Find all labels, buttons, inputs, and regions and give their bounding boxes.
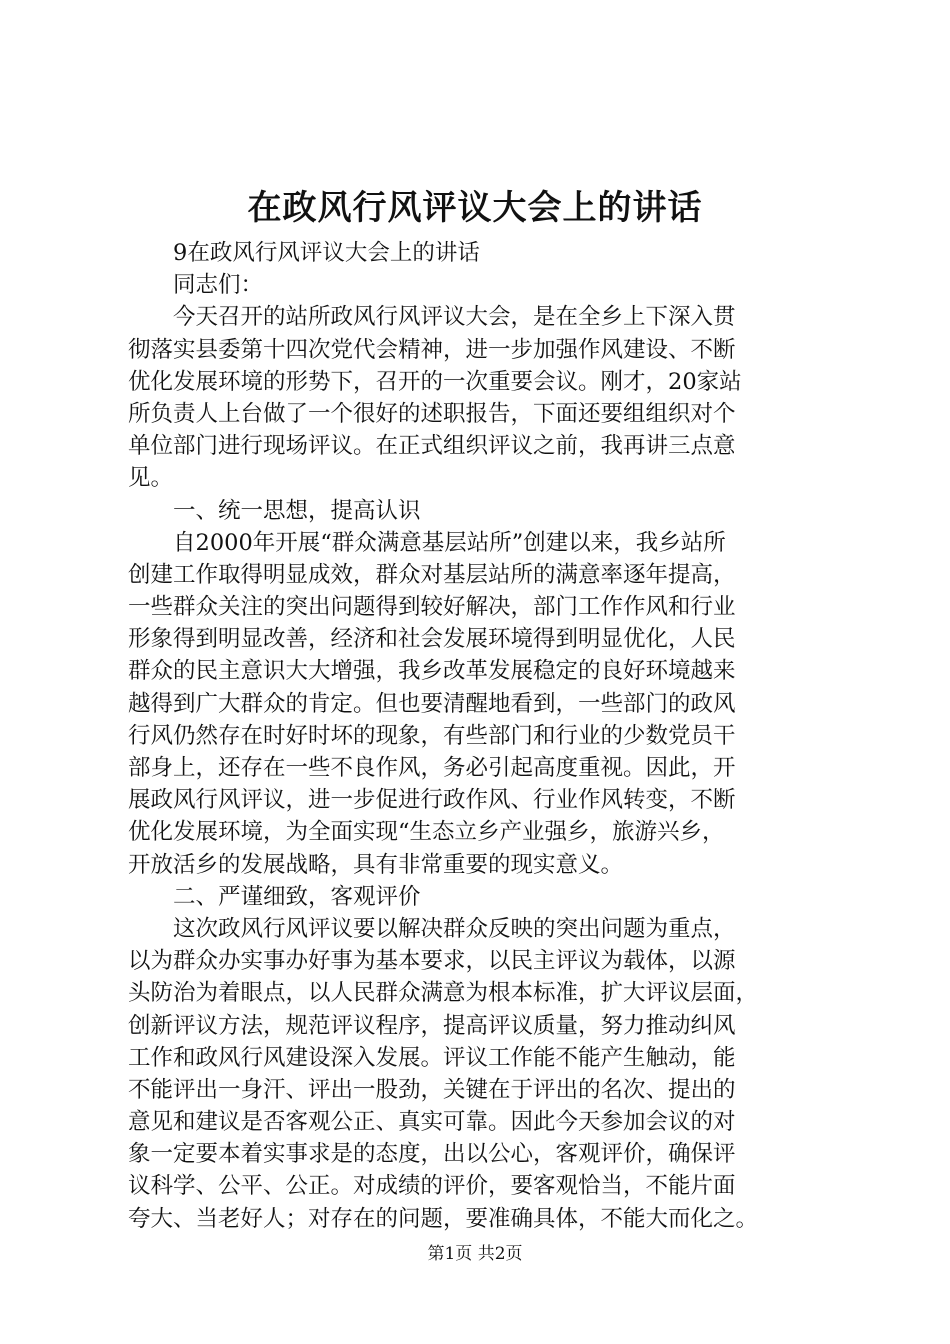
text-line: 9在政风行风评议大会上的讲话	[173, 240, 480, 266]
text-line: 工作和政风行风建设深入发展。评议工作能不能产生触动，能	[128, 1044, 736, 1071]
text-line: 越得到广大群众的肯定。但也要清醒地看到，一些部门的政风	[128, 690, 736, 717]
text-line: 群众的民主意识大大增强，我乡改革发展稳定的良好环境越来	[128, 658, 736, 685]
text-line: 彻落实县委第十四次党代会精神，进一步加强作风建设、不断	[128, 336, 736, 363]
text-line: 二、严谨细致，客观评价	[173, 883, 421, 910]
text-line: 行风仍然存在时好时坏的现象，有些部门和行业的少数党员干	[128, 722, 736, 749]
text-line: 展政风行风评议，进一步促进行政作风、行业作风转变，不断	[128, 787, 736, 814]
text-line: 这次政风行风评议要以解决群众反映的突出问题为重点，	[173, 915, 736, 942]
text-line: 夸大、当老好人；对存在的问题，要准确具体，不能大而化之。	[128, 1205, 759, 1232]
text-line: 见。	[128, 465, 174, 492]
document-body	[128, 237, 832, 1235]
text-line: 部身上，还存在一些不良作风，务必引起高度重视。因此，开	[128, 755, 736, 781]
text-line: 优化发展环境，为全面实现“生态立乡产业强乡，旅游兴乡，	[128, 819, 725, 846]
text-line: 所负责人上台做了一个很好的述职报告，下面还要组组织对个	[128, 400, 736, 427]
text-line: 形象得到明显改善，经济和社会发展环境得到明显优化，人民	[128, 626, 736, 653]
text-line: 同志们：	[173, 272, 264, 299]
text-line: 不能评出一身汗、评出一股劲，关键在于评出的名次、提出的	[128, 1076, 736, 1103]
text-line: 创建工作取得明显成效，群众对基层站所的满意率逐年提高，	[128, 561, 736, 588]
page-footer: 第1页 共2页	[427, 1244, 523, 1264]
text-line: 优化发展环境的形势下，召开的一次重要会议。刚才，20家站	[128, 368, 742, 395]
text-line: 自2000年开展“群众满意基层站所”创建以来，我乡站所	[173, 529, 726, 556]
text-line: 以为群众办实事办好事为基本要求，以民主评议为载体，以源	[128, 948, 736, 975]
text-line: 单位部门进行现场评议。在正式组织评议之前，我再讲三点意	[128, 433, 736, 460]
text-line: 创新评议方法，规范评议程序，提高评议质量，努力推动纠风	[128, 1012, 736, 1039]
document-title: 在政风行风评议大会上的讲话	[247, 188, 703, 228]
text-line: 一、统一思想，提高认识	[173, 497, 421, 524]
text-line: 议科学、公平、公正。对成绩的评价，要客观恰当，不能片面	[128, 1173, 736, 1200]
text-line: 开放活乡的发展战略，具有非常重要的现实意义。	[128, 851, 624, 878]
text-line: 象一定要本着实事求是的态度，出以公心，客观评价，确保评	[128, 1141, 736, 1168]
text-line: 一些群众关注的突出问题得到较好解决，部门工作作风和行业	[128, 594, 736, 621]
text-line: 头防治为着眼点，以人民群众满意为根本标准，扩大评议层面，	[128, 980, 759, 1007]
text-line: 意见和建议是否客观公正、真实可靠。因此今天参加会议的对	[128, 1109, 736, 1136]
text-line: 今天召开的站所政风行风评议大会，是在全乡上下深入贯	[173, 304, 736, 331]
